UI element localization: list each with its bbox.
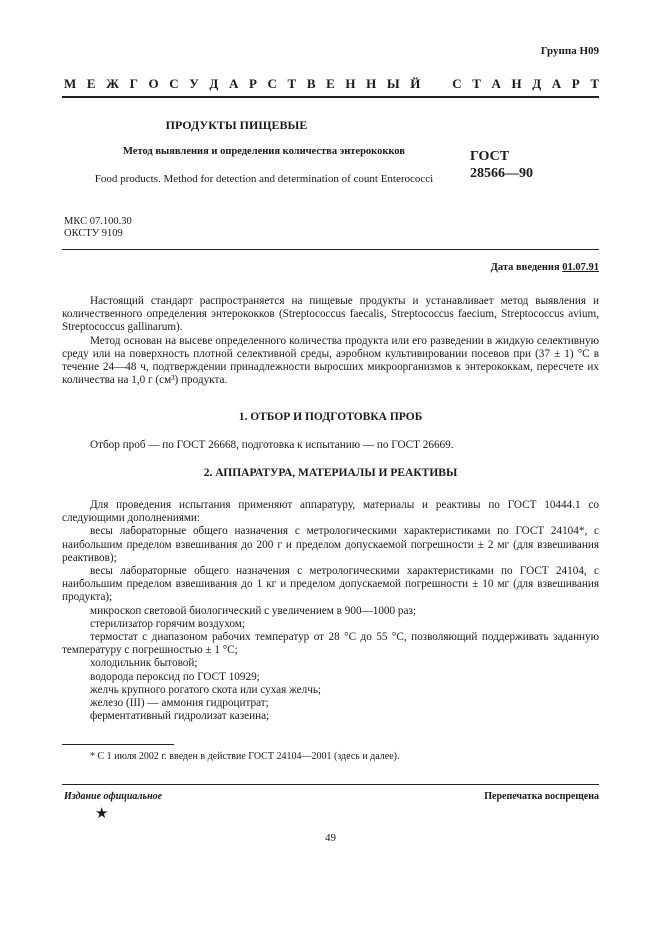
banner-letter: С [452,76,462,91]
banner-letter: Д [532,76,542,91]
banner-letter: А [491,76,501,91]
intro-text [62,295,599,387]
list-item: желчь крупного рогатого скота или сухая желчь; [90,683,322,696]
list-item: весы лабораторные общего назначения с метрологическими характеристиками по ГОСТ 24104*, с наибольшим пределом взвешивания до 200 г и пределом допускаемой погрешности ± 2 мг (для взвешивания реактивов); [62,525,599,564]
footnote: * С 1 июля 2002 г. введен в действие ГОСТ 24104—2001 (здесь и далее). [90,751,400,762]
banner-letter: А [228,76,239,91]
banner-letter: Е [326,76,335,91]
list-item: термостат с диапазоном рабочих температур от 28 °С до 55 °С, позволяющий поддерживать заданную температуру с погрешностью ± 1 °С; [62,631,599,657]
list-item: стерилизатор горячим воздухом; [90,617,245,630]
banner-letter: Д [209,76,219,91]
intro-paragraph: Настоящий стандарт распространяется на пищевые продукты и устанавливает метод выявления и количественного определения энтерококков (Streptococcus faecalis, Streptococcus faecium, Streptococcus avium, Streptococcus gallinarum). [62,295,599,334]
banner-letter: Т [287,76,297,91]
list-item: микроскоп световой биологический с увеличением в 900—1000 раз; [90,604,416,617]
banner-letter: А [551,76,562,91]
banner-letter: Ы [386,76,400,91]
banner-letter: Н [345,76,356,91]
classification-codes [64,216,132,240]
effective-date [491,262,599,273]
banner-letter: Й [410,76,421,91]
list-item: холодильник бытовой; [90,657,198,670]
mks-code: МКС 07.100.30 [64,216,132,227]
banner-letter: У [189,76,199,91]
section-2-heading: 2. АППАРАТУРА, МАТЕРИАЛЫ И РЕАКТИВЫ [203,467,458,479]
banner-letter: В [306,76,316,91]
gost-designation [470,148,533,182]
doc-subtitle: Метод выявления и определения количества энтерококков [123,146,405,157]
okstu-code: ОКСТУ 9109 [64,228,123,239]
page-number: 49 [325,832,336,844]
section-1-paragraph: Отбор проб — по ГОСТ 26668, подготовка к испытанию — по ГОСТ 26669. [90,439,454,451]
list-item: железо (III) — аммония гидроцитрат; [90,697,269,710]
group-code: Группа Н09 [540,45,599,57]
list-item: водорода пероксид по ГОСТ 10929; [90,670,260,683]
top-rule [62,96,599,98]
banner-letter: Ж [106,76,120,91]
footer-rule [62,784,599,785]
banner-letter: О [148,76,159,91]
section-1-heading: 1. ОТБОР И ПОДГОТОВКА ПРОБ [238,411,423,423]
gost-number: 28566—90 [470,166,533,181]
banner-letter: Н [511,76,522,91]
date-label: Дата введения [490,262,560,273]
banner-letter: Н [366,76,377,91]
banner-letter: М [64,76,77,91]
date-value: 01.07.91 [562,262,599,273]
reprint-notice: Перепечатка воспрещена [484,791,599,802]
footnote-rule [62,744,174,745]
star-icon: ★ [95,806,109,822]
list-item: весы лабораторные общего назначения с метрологическими характеристиками по ГОСТ 24104, с наибольшим пределом взвешивания до 1 кг и пределом допускаемой погрешности ± 10 мг (для взвешивания продукта); [62,565,599,604]
list-item: Для проведения испытания применяют аппаратуру, материалы и реактивы по ГОСТ 10444.1 со следующими дополнениями: [62,499,599,525]
official-edition: Издание официальное [64,791,163,802]
list-item: ферментативный гидролизат казеина; [90,710,270,723]
doc-title-english: Food products. Method for detection and determination of count Enterococci [94,173,434,185]
banner-letter: Т [472,76,481,91]
section-2-list [62,499,599,723]
banner-letter: С [267,76,277,91]
banner-letter: Р [248,76,257,91]
doc-title: ПРОДУКТЫ ПИЩЕВЫЕ [165,118,308,132]
standard-banner [64,76,599,92]
section-1-text [62,439,599,452]
banner-letter: С [169,76,179,91]
banner-letter: Е [86,76,96,91]
banner-letter: Р [571,76,580,91]
gost-label: ГОСТ [470,149,510,164]
banner-letter: Г [129,76,138,91]
banner-letter: Т [590,76,599,91]
codes-rule [62,249,599,250]
intro-paragraph: Метод основан на высеве определенного количества продукта или его разведении в жидкую селективную среду или на поверхность плотной селективной среды, аэробном культивировании посевов при (37 ± 1) °С в течение 24—48 ч, подтверждении принадлежности выросших микроорганизмов к энтерококкам, пересчете их количества на 1,0 г (см³) продукта. [62,334,599,387]
